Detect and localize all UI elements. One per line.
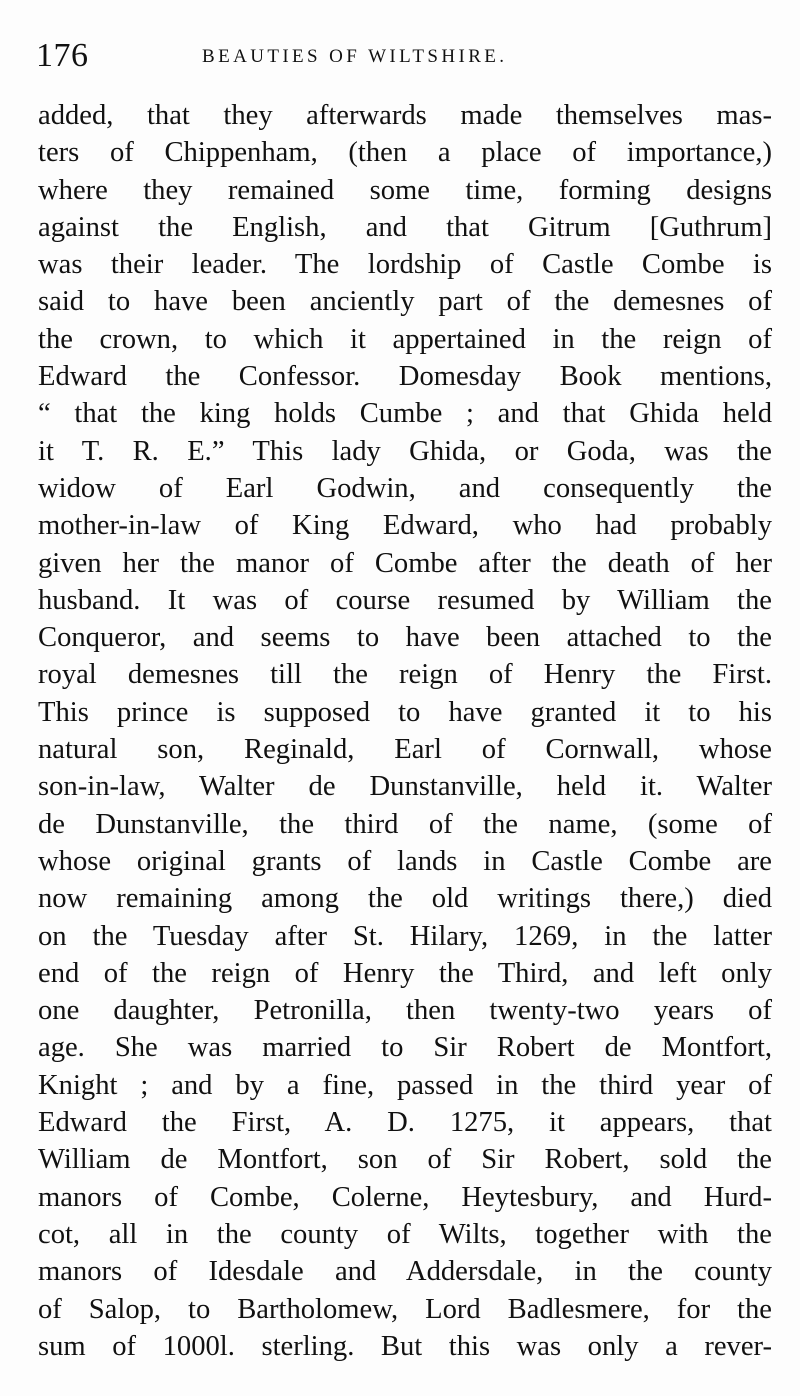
text-line: de Dunstanville, the third of the name, (some of <box>38 808 772 840</box>
text-line: added, that they afterwards made themselves mas- <box>38 100 772 131</box>
text-line: it T. R. E.” This lady Ghida, or Goda, was the <box>38 435 772 467</box>
text-line: William de Montfort, son of Sir Robert, sold the <box>38 1144 772 1176</box>
text-line: widow of Earl Godwin, and consequently the <box>38 472 772 504</box>
text-line: Edward the First, A. D. 1275, it appears, that <box>38 1107 772 1139</box>
running-head <box>36 36 766 76</box>
text-line: husband. It was of course resumed by William the <box>38 584 772 616</box>
text-line: manors of Combe, Colerne, Heytesbury, and Hurd- <box>38 1181 772 1213</box>
text-line: the crown, to which it appertained in the reign of <box>38 323 772 355</box>
text-line: on the Tuesday after St. Hilary, 1269, in the latter <box>38 920 772 952</box>
text-line: royal demesnes till the reign of Henry the First. <box>38 659 772 691</box>
body-text <box>38 97 772 1365</box>
text-line: Knight ; and by a fine, passed in the third year of <box>38 1069 772 1101</box>
text-line: Edward the Confessor. Domesday Book mentions, <box>38 361 772 393</box>
text-line: where they remained some time, forming designs <box>38 174 772 206</box>
text-line: manors of Idesdale and Addersdale, in the county <box>38 1256 772 1288</box>
text-line: son-in-law, Walter de Dunstanville, held it. Walter <box>38 771 772 803</box>
text-line: ters of Chippenham, (then a place of importance,) <box>38 137 772 169</box>
text-line: of Salop, to Bartholomew, Lord Badlesmere, for the <box>38 1293 772 1325</box>
page-number: 176 <box>36 37 89 74</box>
text-line: age. She was married to Sir Robert de Montfort, <box>38 1032 772 1064</box>
running-title: BEAUTIES OF WILTSHIRE. <box>202 46 508 67</box>
text-line: against the English, and that Gitrum [Guthrum] <box>38 211 772 243</box>
text-line: now remaining among the old writings there,) died <box>38 883 772 915</box>
text-line: given her the manor of Combe after the death of her <box>38 547 772 579</box>
text-line: cot, all in the county of Wilts, together with the <box>38 1218 772 1250</box>
text-line: was their leader. The lordship of Castle Combe is <box>38 249 772 281</box>
text-line: one daughter, Petronilla, then twenty-two years of <box>38 995 772 1027</box>
text-line: said to have been anciently part of the demesnes of <box>38 286 772 318</box>
text-line: natural son, Reginald, Earl of Cornwall, whose <box>38 734 772 766</box>
text-line: This prince is supposed to have granted it to his <box>38 696 772 728</box>
text-line: whose original grants of lands in Castle Combe are <box>38 845 772 877</box>
text-line: “ that the king holds Cumbe ; and that Ghida held <box>38 398 772 430</box>
text-line: end of the reign of Henry the Third, and left only <box>38 957 772 989</box>
text-line: Conqueror, and seems to have been attached to the <box>38 622 772 654</box>
text-line: mother-in-law of King Edward, who had probably <box>38 510 772 542</box>
text-line: sum of 1000l. sterling. But this was only a rever- <box>38 1330 772 1362</box>
